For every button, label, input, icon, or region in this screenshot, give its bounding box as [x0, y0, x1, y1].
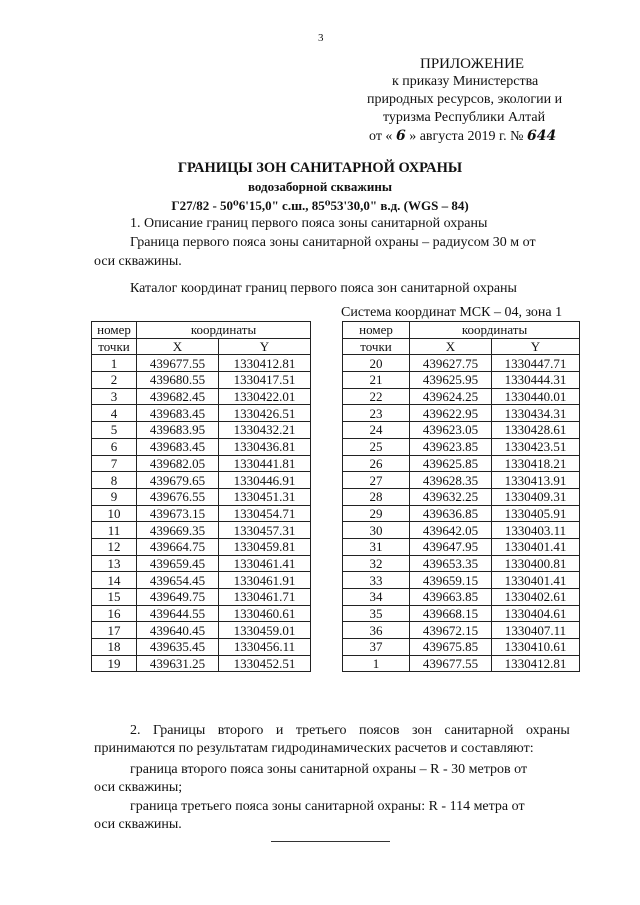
- well-coordinates: Г27/82 - 50⁰6'15,0" с.ш., 85⁰53'30,0" в.д. (WGS – 84): [171, 198, 469, 213]
- point-number-cell: 29: [343, 505, 410, 522]
- table-row: [343, 372, 580, 389]
- right-table-body: [343, 355, 580, 672]
- x-coordinate-cell: 439680.55: [137, 372, 219, 389]
- point-number-cell: 11: [92, 522, 137, 539]
- y-coordinate-cell: 1330412.81: [492, 655, 580, 672]
- header-point: точки: [92, 338, 137, 355]
- x-coordinate-cell: 439675.85: [410, 639, 492, 656]
- x-coordinate-cell: 439682.05: [137, 455, 219, 472]
- x-coordinate-cell: 439677.55: [410, 655, 492, 672]
- table-row: [92, 388, 311, 405]
- y-coordinate-cell: 1330451.31: [219, 488, 311, 505]
- point-number-cell: 34: [343, 589, 410, 606]
- point-number-cell: 3: [92, 388, 137, 405]
- y-coordinate-cell: 1330441.81: [219, 455, 311, 472]
- y-coordinate-cell: 1330461.41: [219, 555, 311, 572]
- point-number-cell: 22: [343, 388, 410, 405]
- page-number: 3: [318, 32, 324, 44]
- table-row: [343, 438, 580, 455]
- table-row: [343, 655, 580, 672]
- y-coordinate-cell: 1330460.61: [219, 605, 311, 622]
- table-row: [343, 472, 580, 489]
- table-row: [92, 455, 311, 472]
- point-number-cell: 15: [92, 589, 137, 606]
- table-row: [92, 438, 311, 455]
- point-number-cell: 4: [92, 405, 137, 422]
- x-coordinate-cell: 439644.55: [137, 605, 219, 622]
- point-number-cell: 7: [92, 455, 137, 472]
- table-row: [343, 639, 580, 656]
- y-coordinate-cell: 1330405.91: [492, 505, 580, 522]
- point-number-cell: 30: [343, 522, 410, 539]
- y-coordinate-cell: 1330410.61: [492, 639, 580, 656]
- x-coordinate-cell: 439668.15: [410, 605, 492, 622]
- y-coordinate-cell: 1330404.61: [492, 605, 580, 622]
- point-number-cell: 19: [92, 655, 137, 672]
- y-coordinate-cell: 1330423.51: [492, 438, 580, 455]
- x-coordinate-cell: 439642.05: [410, 522, 492, 539]
- x-coordinate-cell: 439679.65: [137, 472, 219, 489]
- table-row: [343, 405, 580, 422]
- table-row: [343, 555, 580, 572]
- y-coordinate-cell: 1330412.81: [219, 355, 311, 372]
- appendix-title: ПРИЛОЖЕНИЕ: [420, 56, 525, 72]
- closing-rule: [271, 841, 390, 842]
- x-coordinate-cell: 439673.15: [137, 505, 219, 522]
- x-coordinate-cell: 439649.75: [137, 589, 219, 606]
- x-coordinate-cell: 439669.35: [137, 522, 219, 539]
- y-coordinate-cell: 1330434.31: [492, 405, 580, 422]
- y-coordinate-cell: 1330403.11: [492, 522, 580, 539]
- document-subtitle: водозаборной скважины: [248, 179, 392, 194]
- x-coordinate-cell: 439663.85: [410, 589, 492, 606]
- section2-line1: 2. Границы второго и третьего поясов зон санитарной охраны: [130, 723, 570, 738]
- table-row: [343, 355, 580, 372]
- point-number-cell: 5: [92, 422, 137, 439]
- catalog-caption: Каталог координат границ первого пояса зон санитарной охраны: [130, 281, 517, 296]
- table-row: [92, 639, 311, 656]
- x-coordinate-cell: 439631.25: [137, 655, 219, 672]
- y-coordinate-cell: 1330440.01: [492, 388, 580, 405]
- header-point: точки: [343, 338, 410, 355]
- header-y: Y: [492, 338, 580, 355]
- y-coordinate-cell: 1330461.91: [219, 572, 311, 589]
- point-number-cell: 25: [343, 438, 410, 455]
- table-row: [92, 472, 311, 489]
- y-coordinate-cell: 1330401.41: [492, 572, 580, 589]
- y-coordinate-cell: 1330409.31: [492, 488, 580, 505]
- section2-line6: оси скважины.: [94, 817, 182, 832]
- y-coordinate-cell: 1330459.01: [219, 622, 311, 639]
- x-coordinate-cell: 439672.15: [410, 622, 492, 639]
- x-coordinate-cell: 439625.95: [410, 372, 492, 389]
- coordinates-table-right: [342, 321, 580, 672]
- y-coordinate-cell: 1330454.71: [219, 505, 311, 522]
- point-number-cell: 37: [343, 639, 410, 656]
- point-number-cell: 1: [343, 655, 410, 672]
- point-number-cell: 23: [343, 405, 410, 422]
- y-coordinate-cell: 1330426.51: [219, 405, 311, 422]
- x-coordinate-cell: 439640.45: [137, 622, 219, 639]
- table-row: [92, 622, 311, 639]
- section1-text-line1: Граница первого пояса зоны санитарной охраны – радиусом 30 м от: [130, 235, 536, 250]
- table-row: [343, 422, 580, 439]
- y-coordinate-cell: 1330461.71: [219, 589, 311, 606]
- table-row: [92, 372, 311, 389]
- point-number-cell: 6: [92, 438, 137, 455]
- header-number: номер: [92, 322, 137, 339]
- table-row: [343, 538, 580, 555]
- table-row: [92, 405, 311, 422]
- table-row: [92, 422, 311, 439]
- y-coordinate-cell: 1330400.81: [492, 555, 580, 572]
- x-coordinate-cell: 439647.95: [410, 538, 492, 555]
- x-coordinate-cell: 439682.45: [137, 388, 219, 405]
- y-coordinate-cell: 1330459.81: [219, 538, 311, 555]
- date-day-handwritten: 6: [395, 128, 406, 144]
- left-table-body: [92, 355, 311, 672]
- point-number-cell: 14: [92, 572, 137, 589]
- date-suffix: » августа 2019 г. №: [409, 129, 524, 144]
- coordinate-system: Система координат МСК – 04, зона 1: [341, 305, 563, 320]
- x-coordinate-cell: 439622.95: [410, 405, 492, 422]
- point-number-cell: 17: [92, 622, 137, 639]
- header-number: номер: [343, 322, 410, 339]
- header-coordinates: координаты: [410, 322, 580, 339]
- header-y: Y: [219, 338, 311, 355]
- table-row: [343, 455, 580, 472]
- point-number-cell: 26: [343, 455, 410, 472]
- table-row: [343, 522, 580, 539]
- appendix-line-2: природных ресурсов, экологии и: [367, 92, 563, 107]
- section2-line3: граница второго пояса зоны санитарной охраны – R - 30 метров от: [130, 762, 528, 777]
- table-row: [343, 589, 580, 606]
- table-row: [92, 505, 311, 522]
- point-number-cell: 28: [343, 488, 410, 505]
- point-number-cell: 2: [92, 372, 137, 389]
- y-coordinate-cell: 1330436.81: [219, 438, 311, 455]
- order-number-handwritten: 644: [527, 128, 557, 144]
- table-row: [92, 572, 311, 589]
- table-row: [92, 555, 311, 572]
- point-number-cell: 36: [343, 622, 410, 639]
- point-number-cell: 8: [92, 472, 137, 489]
- x-coordinate-cell: 439628.35: [410, 472, 492, 489]
- point-number-cell: 13: [92, 555, 137, 572]
- point-number-cell: 35: [343, 605, 410, 622]
- point-number-cell: 31: [343, 538, 410, 555]
- y-coordinate-cell: 1330447.71: [492, 355, 580, 372]
- x-coordinate-cell: 439683.45: [137, 438, 219, 455]
- point-number-cell: 18: [92, 639, 137, 656]
- y-coordinate-cell: 1330402.61: [492, 589, 580, 606]
- x-coordinate-cell: 439627.75: [410, 355, 492, 372]
- x-coordinate-cell: 439683.95: [137, 422, 219, 439]
- point-number-cell: 21: [343, 372, 410, 389]
- x-coordinate-cell: 439664.75: [137, 538, 219, 555]
- header-x: X: [137, 338, 219, 355]
- point-number-cell: 33: [343, 572, 410, 589]
- point-number-cell: 27: [343, 472, 410, 489]
- point-number-cell: 10: [92, 505, 137, 522]
- y-coordinate-cell: 1330452.51: [219, 655, 311, 672]
- point-number-cell: 1: [92, 355, 137, 372]
- table-row: [92, 589, 311, 606]
- x-coordinate-cell: 439623.85: [410, 438, 492, 455]
- section2-line4: оси скважины;: [94, 780, 183, 795]
- x-coordinate-cell: 439636.85: [410, 505, 492, 522]
- x-coordinate-cell: 439683.45: [137, 405, 219, 422]
- appendix-date-line: [369, 128, 556, 145]
- table-row: [343, 572, 580, 589]
- table-row: [92, 538, 311, 555]
- y-coordinate-cell: 1330422.01: [219, 388, 311, 405]
- point-number-cell: 32: [343, 555, 410, 572]
- y-coordinate-cell: 1330446.91: [219, 472, 311, 489]
- table-row: [343, 388, 580, 405]
- x-coordinate-cell: 439677.55: [137, 355, 219, 372]
- x-coordinate-cell: 439654.45: [137, 572, 219, 589]
- x-coordinate-cell: 439623.05: [410, 422, 492, 439]
- y-coordinate-cell: 1330432.21: [219, 422, 311, 439]
- y-coordinate-cell: 1330417.51: [219, 372, 311, 389]
- section2-line5: граница третьего пояса зоны санитарной охраны: R - 114 метра от: [130, 799, 525, 814]
- table-row: [343, 488, 580, 505]
- x-coordinate-cell: 439653.35: [410, 555, 492, 572]
- section1-text-line2: оси скважины.: [94, 254, 182, 269]
- point-number-cell: 20: [343, 355, 410, 372]
- document-title: ГРАНИЦЫ ЗОН САНИТАРНОЙ ОХРАНЫ: [177, 160, 463, 176]
- coordinates-table-left: [91, 321, 311, 672]
- x-coordinate-cell: 439625.85: [410, 455, 492, 472]
- table-row: [92, 522, 311, 539]
- point-number-cell: 16: [92, 605, 137, 622]
- x-coordinate-cell: 439624.25: [410, 388, 492, 405]
- y-coordinate-cell: 1330457.31: [219, 522, 311, 539]
- appendix-line-1: к приказу Министерства: [392, 74, 539, 89]
- y-coordinate-cell: 1330407.11: [492, 622, 580, 639]
- y-coordinate-cell: 1330444.31: [492, 372, 580, 389]
- date-prefix: от «: [369, 129, 393, 144]
- point-number-cell: 12: [92, 538, 137, 555]
- table-row: [92, 355, 311, 372]
- y-coordinate-cell: 1330413.91: [492, 472, 580, 489]
- header-x: X: [410, 338, 492, 355]
- point-number-cell: 9: [92, 488, 137, 505]
- table-row: [92, 655, 311, 672]
- point-number-cell: 24: [343, 422, 410, 439]
- y-coordinate-cell: 1330428.61: [492, 422, 580, 439]
- x-coordinate-cell: 439659.45: [137, 555, 219, 572]
- table-row: [343, 605, 580, 622]
- section2-line2: принимаются по результатам гидродинамических расчетов и составляют:: [94, 741, 534, 756]
- section1-title: 1. Описание границ первого пояса зоны санитарной охраны: [130, 216, 488, 231]
- x-coordinate-cell: 439676.55: [137, 488, 219, 505]
- y-coordinate-cell: 1330456.11: [219, 639, 311, 656]
- appendix-line-3: туризма Республики Алтай: [383, 110, 546, 125]
- x-coordinate-cell: 439659.15: [410, 572, 492, 589]
- table-row: [343, 622, 580, 639]
- header-coordinates: координаты: [137, 322, 311, 339]
- y-coordinate-cell: 1330418.21: [492, 455, 580, 472]
- x-coordinate-cell: 439632.25: [410, 488, 492, 505]
- table-row: [92, 488, 311, 505]
- table-row: [92, 605, 311, 622]
- y-coordinate-cell: 1330401.41: [492, 538, 580, 555]
- table-row: [343, 505, 580, 522]
- x-coordinate-cell: 439635.45: [137, 639, 219, 656]
